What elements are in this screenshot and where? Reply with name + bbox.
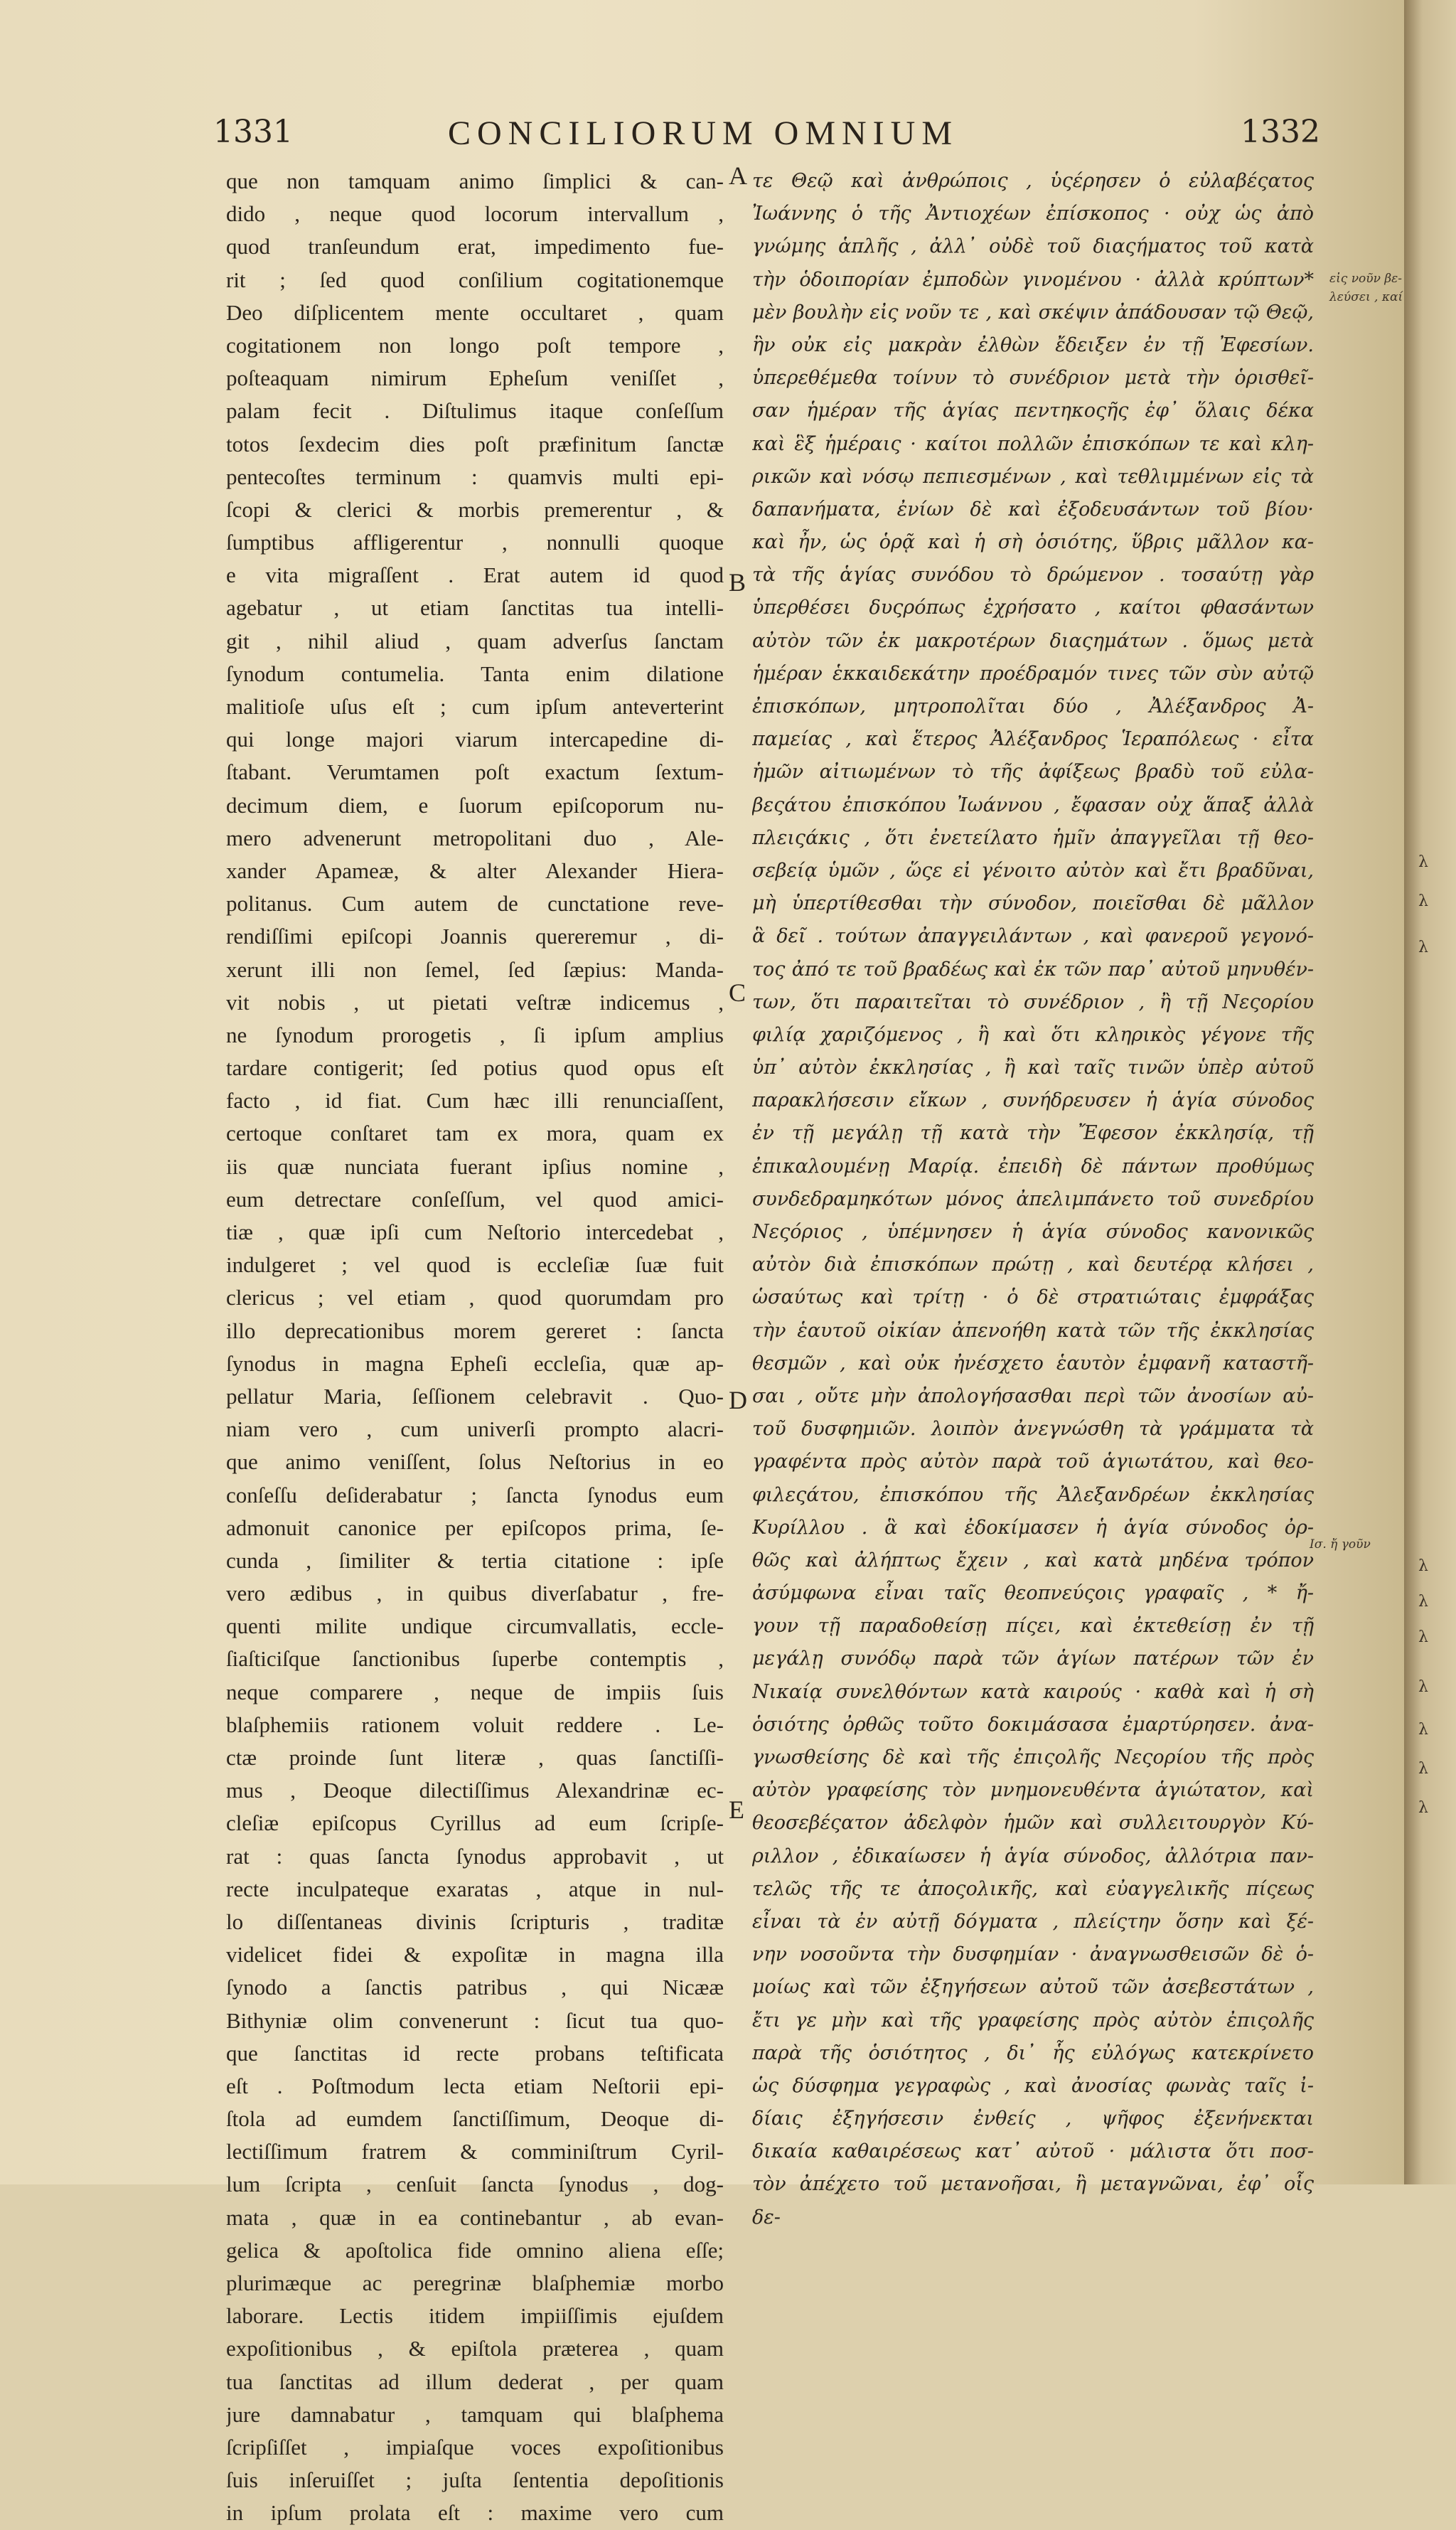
text-line: θεοσεβέςατον ἀδελφὸν ἡμῶν καὶ συλλειτουργὸν Κύ- xyxy=(752,1812,1314,1835)
text-line: ἔτι γε μὴν καὶ τῆς γραφείσης πρὸς αὐτὸν ἐπιςολῆς xyxy=(752,2009,1314,2032)
text-line: γνωσθείσης δὲ καὶ τῆς ἐπιςολῆς Νεςορίου τῆς πρὸς xyxy=(752,1746,1314,1768)
edge-fragment: λ xyxy=(1418,1799,1428,1817)
text-line: admonuit canonice per epiſcopos prima, ſe- xyxy=(226,1515,724,1540)
text-line: βεςάτου ἐπισκόπου Ἰωάννου , ἔφασαν οὐχ ἅπαξ ἀλλὰ xyxy=(752,794,1314,816)
text-line: cogitationem non longo poſt tempore , xyxy=(226,332,724,358)
text-line: que non tamquam animo ſimplici & can- xyxy=(226,169,724,193)
text-line: ἐπικαλουμένῃ Μαρίᾳ. ἐπειδὴ δὲ πάντων προθύμως xyxy=(752,1155,1314,1178)
text-line: Νικαίᾳ συνελθόντων κατὰ καιρούς · καθὰ καὶ ἡ σὴ xyxy=(752,1680,1314,1703)
edge-fragment: λ xyxy=(1418,1721,1428,1739)
page-number-right: 1332 xyxy=(1241,114,1320,150)
text-line: ſynodum contumelia. Tanta enim dilatione xyxy=(226,661,724,686)
greek-column xyxy=(752,165,1314,2234)
text-line: ἡμέραν ἑκκαιδεκάτην προέδραμόν τινες τῶν σὺν αὐτῷ xyxy=(752,662,1314,685)
text-line: decimum diem, e ſuorum epiſcoporum nu- xyxy=(226,792,724,818)
text-line: τοῦ δυσφημιῶν. λοιπὸν ἀνεγνώσθη τὰ γράμματα τὰ xyxy=(752,1418,1314,1441)
text-line: poſteaquam nimirum Epheſum veniſſet , xyxy=(226,365,724,391)
text-line: συνδεδραμηκότων μόνος ἀπελιμπάνετο τοῦ συνεδρίου xyxy=(752,1187,1314,1210)
text-line: τὴν ὁδοιπορίαν ἐμποδὼν γινομένου · ἀλλὰ κρύπτων* xyxy=(752,268,1314,291)
section-letter-e: E xyxy=(729,1795,744,1824)
latin-column xyxy=(226,165,724,2530)
text-line: jure damnabatur , tamquam qui blaſphema xyxy=(226,2401,724,2427)
text-line: ἣν οὐκ εἰς μακρὰν ἐλθὼν ἔδειξεν ἐν τῇ Ἐφεσίων. xyxy=(752,333,1314,356)
section-letter-a: A xyxy=(729,161,747,190)
text-line: ctæ proinde ſunt literæ , quas ſanctiſſi- xyxy=(226,1745,724,1770)
text-line: Κυρίλλου . ἃ καὶ ἐδοκίμασεν ἡ ἁγία σύνοδος ὀρ- xyxy=(752,1516,1314,1539)
text-line: ἡμῶν αἰτιωμένων τὸ τῆς ἀφίξεως βραδὺ τοῦ εὐλα- xyxy=(752,761,1314,784)
text-line: xander Apameæ, & alter Alexander Hiera- xyxy=(226,858,724,883)
text-line: agebatur , ut etiam ſanctitas tua intelli- xyxy=(226,595,724,621)
text-line: μὴ ὑπερτίθεσθαι τὴν σύνοδον, ποιεῖσθαι δὲ μᾶλλον xyxy=(752,892,1314,915)
text-line: iis quæ nunciata fuerant ipſius nomine , xyxy=(226,1153,724,1179)
text-line: vit nobis , ut pietati veſtræ indicemus , xyxy=(226,989,724,1015)
text-line: ſtola ad eumdem ſanctiſſimum, Deoque di- xyxy=(226,2106,724,2132)
text-line: τὴν ἑαυτοῦ οἰκίαν ἀπενοήθη κατὰ τῶν τῆς ἐκκλησίας xyxy=(752,1319,1314,1342)
text-line: δίαις ἐξηγήσεσιν ἐνθείς , ψῆφος ἐξενήνεκται xyxy=(752,2108,1314,2130)
text-line: videlicet fidei & expoſitæ in magna illa xyxy=(226,1942,724,1968)
text-line: pellatur Maria, ſeſſionem celebravit . Quo- xyxy=(226,1383,724,1409)
text-line: καὶ ἓξ ἡμέραις · καίτοι πολλῶν ἐπισκόπων τε καὶ κλη- xyxy=(752,432,1314,455)
text-line: ſumptibus affligerentur , nonnulli quoque xyxy=(226,530,724,555)
text-line: μεγάλῃ συνόδῳ παρὰ τῶν ἁγίων πατέρων τῶν ἐν xyxy=(752,1648,1314,1670)
text-line: θῶς καὶ ἀλήπτως ἔχειν , καὶ κατὰ μηδένα τρόπον xyxy=(752,1549,1314,1571)
margin-note: εἰς νοῦν βε- xyxy=(1329,272,1403,286)
text-line: γραφέντα πρὸς αὐτὸν παρὰ τοῦ ἁγιωτάτου, καὶ θεο- xyxy=(752,1451,1314,1473)
text-line: lectiſſimum fratrem & comminiſtrum Cyril- xyxy=(226,2139,724,2165)
text-line: εἶναι τὰ ἐν αὐτῇ δόγματα , πλείςτην ὅσην καὶ ξέ- xyxy=(752,1910,1314,1933)
text-line: tua ſanctitas ad illum dederat , per quam xyxy=(226,2369,724,2394)
text-line: rit ; ſed quod conſilium cogitationemque xyxy=(226,267,724,292)
text-line: γνώμης ἁπλῆς , ἀλλ᾽ οὐδὲ τοῦ διαςήματος τοῦ κατὰ xyxy=(752,235,1314,258)
text-line: neque comparere , neque de impiis ſuis xyxy=(226,1679,724,1704)
text-line: ὑπερεθέμεθα τοίνυν τὸ συνέδριον μετὰ τὴν ὁρισθεῖ- xyxy=(752,367,1314,390)
text-line: expoſitionibus , & epiſtola præterea , quam xyxy=(226,2336,724,2361)
text-line: νην νοσοῦντα τὴν δυσφημίαν · ἀναγνωσθεισῶν δὲ ὁ- xyxy=(752,1943,1314,1966)
text-line: σαν ἡμέραν τῆς ἁγίας πεντηκοςῆς ἐφ᾽ ὅλαις δέκα xyxy=(752,400,1314,422)
text-line: φιλεςάτου, ἐπισκόπου τῆς Ἀλεξανδρέων ἐκκλησίας xyxy=(752,1483,1314,1506)
text-line: τελῶς τῆς τε ἀποςολικῆς, καὶ εὐαγγελικῆς πίςεως xyxy=(752,1877,1314,1900)
text-line: τε Θεῷ καὶ ἀνθρώποις , ὑςέρησεν ὁ εὐλαβέςατος xyxy=(752,170,1314,192)
text-line: γουν τῇ παραδοθείσῃ πίςει, καὶ ἐκτεθείσῃ ἐν τῇ xyxy=(752,1615,1314,1638)
text-line: ſynodo a ſanctis patribus , qui Nicææ xyxy=(226,1975,724,2000)
text-line: indulgeret ; vel quod is eccleſiæ ſuæ fuit xyxy=(226,1252,724,1278)
text-line: clericus ; vel etiam , quod quorumdam pro xyxy=(226,1285,724,1311)
text-line: ſuis inſeruiſſet ; juſta ſententia depoſitionis xyxy=(226,2467,724,2493)
text-line: politanus. Cum autem de cunctatione reve- xyxy=(226,891,724,917)
text-line: σαι , οὔτε μὴν ἀπολογήσασθαι περὶ τῶν ἀνοσίων αὐ- xyxy=(752,1384,1314,1407)
text-line: καὶ ἦν, ὡς ὁρᾷ καὶ ἡ σὴ ὁσιότης, ὕβρις μᾶλλον κα- xyxy=(752,531,1314,554)
text-line: certoque conſtaret tam ex mora, quam ex xyxy=(226,1121,724,1146)
text-line: ὁσιότης ὀρθῶς τοῦτο δοκιμάσασα ἐμαρτύρησεν. ἀνα- xyxy=(752,1713,1314,1736)
text-line: ἐπισκόπων, μητροπολῖται δύο , Ἀλέξανδρος Ἀ- xyxy=(752,695,1314,717)
text-line: pentecoſtes terminum : quamvis multi epi- xyxy=(226,464,724,489)
margin-note: Ισ. ἤ γοῦν xyxy=(1310,1537,1371,1552)
text-line: cunda , ſimiliter & tertia citatione : ipſe xyxy=(226,1547,724,1573)
text-line: ſcripſiſſet , impiaſque voces expoſitionibus xyxy=(226,2434,724,2460)
text-line: ὡσαύτως καὶ τρίτῃ · ὁ δὲ στρατιώταις ἐμφράξας xyxy=(752,1286,1314,1309)
text-line: vero ædibus , in quibus diverſabatur , fre- xyxy=(226,1581,724,1606)
text-line: rat : quas ſancta ſynodus approbavit , ut xyxy=(226,1843,724,1869)
text-line: ἀσύμφωνα εἶναι ταῖς θεοπνεύςοις γραφαῖς , * ἤ- xyxy=(752,1582,1314,1605)
text-line: ἐν τῇ μεγάλῃ τῇ κατὰ τὴν Ἔφεσον ἐκκλησίᾳ, τῇ xyxy=(752,1122,1314,1145)
text-line: Ἰωάννης ὁ τῆς Ἀντιοχέων ἐπίσκοπος · οὐχ ὡς ἀπὸ xyxy=(752,203,1314,225)
text-line: mero advenerunt metropolitani duo , Ale- xyxy=(226,825,724,850)
text-line: ὑπερθέσει δυςρόπως ἐχρήσατο , καίτοι φθασάντων xyxy=(752,597,1314,619)
text-line: gelica & apoſtolica fide omnino aliena eſſe; xyxy=(226,2237,724,2263)
section-letter-c: C xyxy=(729,978,746,1007)
running-title: CONCILIORUM OMNIUM xyxy=(448,114,959,152)
edge-fragment: λ xyxy=(1418,1593,1428,1611)
text-line: que animo veniſſent, ſolus Neſtorius in eo xyxy=(226,1449,724,1475)
text-line: αὐτὸν γραφείσης τὸν μνημονευθέντα ἁγιώτατον, καὶ xyxy=(752,1779,1314,1802)
text-line: facto , id fiat. Cum hæc illi renunciaſſent, xyxy=(226,1088,724,1114)
text-line: δικαία καθαιρέσεως κατ᾽ αὐτοῦ · μάλιστα ὅτι ποσ- xyxy=(752,2140,1314,2163)
text-line: niam vero , cum univerſi prompto alacri- xyxy=(226,1416,724,1442)
text-line: recte inculpateque exaratas , atque in nul- xyxy=(226,1876,724,1901)
text-line: τὸν ἀπέχετο τοῦ μετανοῆσαι, ἢ μεταγνῶναι, ἐφ᾽ οἷς xyxy=(752,2173,1314,2196)
text-line: αὐτὸν διὰ ἐπισκόπων πρώτῃ , καὶ δευτέρᾳ κλήσει , xyxy=(752,1254,1314,1276)
text-line: palam fecit . Diſtulimus itaque conſeſſum xyxy=(226,398,724,424)
edge-fragment: λ xyxy=(1418,853,1428,871)
text-line: ſynodus in magna Epheſi eccleſia, quæ ap- xyxy=(226,1350,724,1376)
text-line: que ſanctitas id recte probans teſtificata xyxy=(226,2040,724,2066)
text-line: quod tranſeundum erat, impedimento fue- xyxy=(226,234,724,260)
text-line: ρικῶν καὶ νόσῳ πεπιεσμένων , καὶ τεθλιμμένων εἰς τὰ xyxy=(752,465,1314,488)
text-line: μοίως καὶ τῶν ἐξηγήσεων αὐτοῦ τῶν ἀσεβεστάτων , xyxy=(752,1976,1314,1999)
edge-fragment: λ xyxy=(1418,1760,1428,1778)
text-line: in ipſum prolata eſt : maxime vero cum xyxy=(226,2500,724,2526)
text-line: illo deprecationibus morem gereret : ſancta xyxy=(226,1318,724,1343)
text-line: ſiaſticiſque ſanctionibus ſuperbe contemptis , xyxy=(226,1646,724,1672)
text-line: conſeſſu deſiderabatur ; ſancta ſynodus eum xyxy=(226,1482,724,1507)
text-line: ὑπ᾽ αὐτὸν ἐκκλησίας , ἢ καὶ ταῖς τινῶν ὑπὲρ αὐτοῦ xyxy=(752,1057,1314,1079)
text-line: mata , quæ in ea continebantur , ab evan- xyxy=(226,2204,724,2230)
edge-fragment: λ xyxy=(1418,1678,1428,1696)
text-line: tiæ , quæ ipſi cum Neſtorio intercedebat , xyxy=(226,1219,724,1244)
text-line: δαπανήματα, ἐνίων δὲ καὶ ἐξοδευσάντων τοῦ βίου· xyxy=(752,498,1314,521)
text-line: Deo diſplicentem mente occultaret , quam xyxy=(226,299,724,325)
text-line: πλειςάκις , ὅτι ἐνετείλατο ἡμῖν ἀπαγγεῖλαι τῇ θεο- xyxy=(752,826,1314,849)
text-line: ne ſynodum prorogetis , ſi ipſum amplius xyxy=(226,1022,724,1047)
text-line: ἃ δεῖ . τούτων ἀπαγγειλάντων , καὶ φανεροῦ γεγονό- xyxy=(752,925,1314,948)
text-line: παρακλήσεσιν εἴκων , συνήδρευσεν ἡ ἁγία σύνοδος xyxy=(752,1089,1314,1112)
text-line: eum detrectare conſeſſum, vel quod amici- xyxy=(226,1186,724,1212)
text-line: τος ἀπό τε τοῦ βραδέως καὶ ἐκ τῶν παρ᾽ αὐτοῦ μηνυθέν- xyxy=(752,958,1314,981)
text-line: των, ὅτι παραιτεῖται τὸ συνέδριον , ἢ τῇ Νεςορίου xyxy=(752,991,1314,1013)
text-line: μὲν βουλὴν εἰς νοῦν τε , καὶ σκέψιν ἀπάδουσαν τῷ Θεῷ, xyxy=(752,301,1314,324)
text-line: ſcopi & clerici & morbis premerentur , & xyxy=(226,496,724,522)
text-line: malitioſe uſus eſt ; cum ipſum anteverterint xyxy=(226,694,724,719)
text-line: τὰ τῆς ἁγίας συνόδου τὸ δρώμενον . τοσαύτῃ γὰρ xyxy=(752,564,1314,587)
text-line: lum ſcripta , cenſuit ſancta ſynodus , dog- xyxy=(226,2172,724,2197)
section-letter-d: D xyxy=(729,1386,747,1414)
text-line: δε- xyxy=(752,2206,781,2229)
text-line: σεβείᾳ ὑμῶν , ὥςε εἰ γένοιτο αὐτὸν καὶ ἔτι βραδῦναι, xyxy=(752,859,1314,882)
text-line: Bithyniæ olim convenerunt : ſicut tua quo- xyxy=(226,2007,724,2033)
text-line: ριλλον , ἐδικαίωσεν ἡ ἁγία σύνοδος, ἀλλότρια παν- xyxy=(752,1845,1314,1867)
text-line: eſt . Poſtmodum lecta etiam Neſtorii epi- xyxy=(226,2073,724,2098)
edge-fragment: λ xyxy=(1418,939,1428,956)
text-line: παμείας , καὶ ἕτερος Ἀλέξανδρος Ἱεραπόλεως · εἶτα xyxy=(752,728,1314,751)
edge-fragment: λ xyxy=(1418,1557,1428,1575)
page-number-left: 1331 xyxy=(213,114,293,150)
text-line: dido , neque quod locorum intervallum , xyxy=(226,201,724,227)
text-line: blaſphemiis rationem voluit reddere . Le- xyxy=(226,1712,724,1737)
text-line: παρὰ τῆς ὁσιότητος , δι᾽ ἧς εὐλόγως κατεκρίνετο xyxy=(752,2041,1314,2064)
text-line: αὐτὸν τῶν ἐκ μακροτέρων διαςημάτων . ὅμως μετὰ xyxy=(752,629,1314,652)
text-line: laborare. Lectis itidem impiiſſimis ejuſdem xyxy=(226,2303,724,2329)
text-line: ſtabant. Verumtamen poſt exactum ſextum- xyxy=(226,759,724,785)
section-letter-b: B xyxy=(729,568,746,597)
text-line: φιλίᾳ χαριζόμενος , ἢ καὶ ὅτι κληρικὸς γέγονε τῆς xyxy=(752,1023,1314,1046)
edge-fragment: λ xyxy=(1418,1628,1428,1646)
text-line: git , nihil aliud , quam adverſus ſanctam xyxy=(226,628,724,653)
text-line: e vita migraſſent . Erat autem id quod xyxy=(226,562,724,588)
edge-fragment: λ xyxy=(1418,892,1428,910)
text-line: Νεςόριος , ὑπέμνησεν ἡ ἁγία σύνοδος κανονικῶς xyxy=(752,1221,1314,1243)
text-line: θεσμῶν , καὶ οὐκ ἠνέσχετο ἑαυτὸν ἐμφανῆ καταστῆ- xyxy=(752,1352,1314,1375)
text-line: ὡς δύσφημα γεγραφὼς , καὶ ἀνοσίας φωνὰς ταῖς ἰ- xyxy=(752,2074,1314,2097)
text-line: lo diſſentaneas divinis ſcripturis , traditæ xyxy=(226,1909,724,1934)
text-line: mus , Deoque dilectiſſimus Alexandrinæ ec- xyxy=(226,1778,724,1803)
text-line: plurimæque ac peregrinæ blaſphemiæ morbo xyxy=(226,2270,724,2295)
text-line: tardare contigerit; ſed potius quod opus eſt xyxy=(226,1055,724,1081)
text-line: quenti milite undique circumvallatis, eccle- xyxy=(226,1613,724,1639)
text-line: xerunt illi non ſemel, ſed ſæpius: Manda- xyxy=(226,956,724,982)
text-line: rendiſſimi epiſcopi Joannis quereremur , di- xyxy=(226,924,724,949)
text-line: cleſiæ epiſcopus Cyrillus ad eum ſcripſe- xyxy=(226,1810,724,1836)
text-line: totos ſexdecim dies poſt præfinitum ſanctæ xyxy=(226,431,724,457)
margin-note: λεύσει , καί xyxy=(1329,290,1403,304)
page-gutter xyxy=(1404,0,1456,2184)
text-line: qui longe majori viarum intercapedine di- xyxy=(226,727,724,752)
